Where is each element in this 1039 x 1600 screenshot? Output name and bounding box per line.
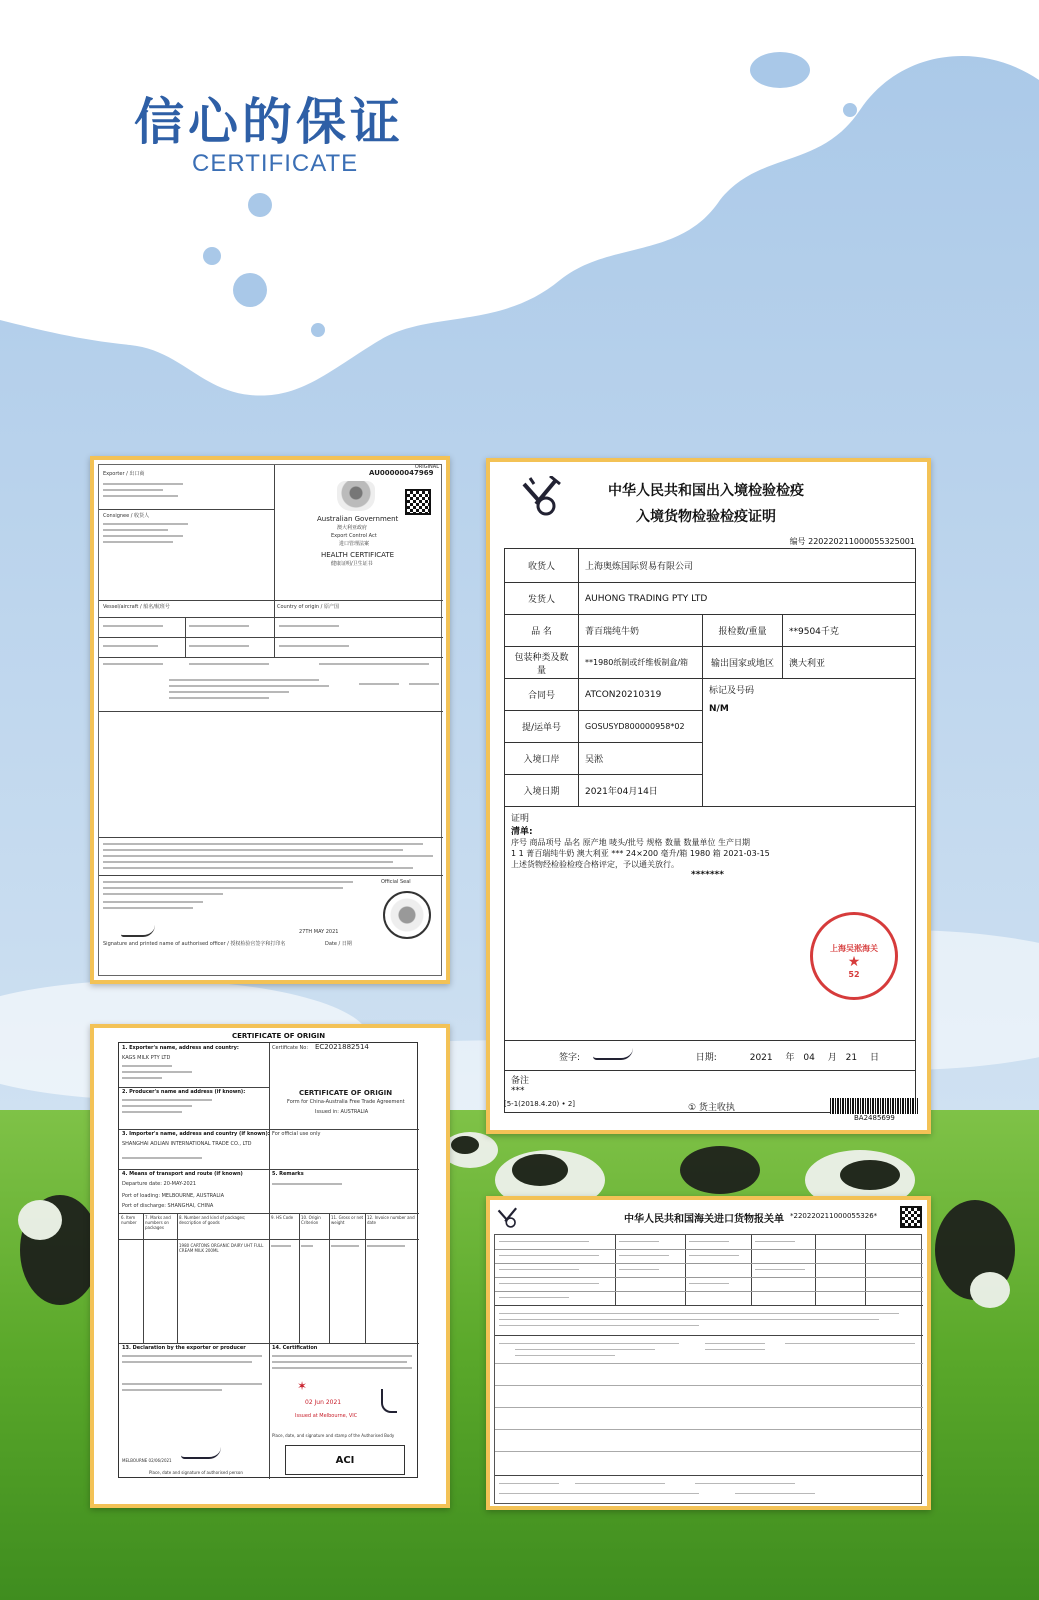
coo-remarks-label: 5. Remarks bbox=[272, 1171, 304, 1177]
coo-col-marks: 7. Marks and numbers on packages bbox=[145, 1215, 171, 1230]
customs-declaration-frame bbox=[486, 1196, 931, 1510]
origin-certificate-frame bbox=[90, 1024, 450, 1508]
officer-signature-icon bbox=[121, 925, 155, 937]
conclusion-text: 上述货物经检验检疫合格评定，予以通关放行。 bbox=[511, 860, 679, 869]
date-year-unit: 年 bbox=[785, 1053, 795, 1063]
consignee-key: 收货人 bbox=[505, 549, 579, 583]
entry-port-value: 吴淞 bbox=[579, 743, 703, 775]
government-name: Australian Government bbox=[317, 515, 399, 523]
packaging-key: 包装种类及数量 bbox=[505, 647, 579, 679]
date-month-unit: 月 bbox=[827, 1053, 837, 1063]
list-row: 1 1 菁百瑞纯牛奶 澳大利亚 *** 24×200 毫升/箱 1980 箱 2021-03-15 bbox=[511, 849, 770, 858]
coo-place-body-label: Place, date, and signature and stamp of the Authorised Body bbox=[272, 1433, 395, 1438]
coo-official-use: For official use only bbox=[272, 1131, 321, 1137]
coo-col-invoice: 12. Invoice number and date bbox=[367, 1215, 415, 1225]
aci-logo-text: ACI bbox=[335, 1455, 355, 1466]
marks-value: N/M bbox=[709, 704, 729, 714]
export-country-key: 输出国家或地区 bbox=[703, 647, 783, 679]
remark-label: 备注 bbox=[511, 1076, 530, 1086]
bill-of-lading-value: GOSUSYD800000958*02 bbox=[579, 711, 703, 743]
customs-number: *220220211000055326* bbox=[790, 1212, 878, 1220]
coo-issued-at: Issued at Melbourne, VIC bbox=[295, 1413, 358, 1419]
coo-exporter-value: KAGS MILK PTY LTD bbox=[122, 1055, 171, 1061]
health-certificate-frame bbox=[90, 456, 450, 984]
coo-col-hs: 9. HS Code bbox=[271, 1215, 294, 1220]
footer-receipt: ① 货主收执 bbox=[688, 1103, 735, 1113]
packaging-value: **1980纸制或纤维板制盒/箱 bbox=[579, 647, 703, 679]
list-header: 序号 商品项号 品名 原产地 唛头/批号 规格 数量 数量单位 生产日期 bbox=[511, 838, 751, 847]
coo-goods: 1980 CARTONS ORGANIC DAIRY UHT FULL CREAM MILK 200ML bbox=[179, 1243, 264, 1253]
coo-importer-label: 3. Importer's name, address and country (if known): bbox=[122, 1131, 270, 1137]
health-certificate bbox=[98, 464, 442, 976]
stars-line: ******* bbox=[691, 870, 724, 880]
official-seal-label: Official Seal bbox=[381, 879, 411, 885]
health-certificate-title: HEALTH CERTIFICATE bbox=[321, 551, 395, 559]
inspection-title-2: 入境货物检验检疫证明 bbox=[636, 509, 776, 525]
customs-emblem-icon bbox=[496, 1206, 522, 1228]
entry-port-key: 入境口岸 bbox=[505, 743, 579, 775]
signature-icon bbox=[593, 1048, 633, 1060]
health-certificate-date-label: Date / 日期 bbox=[325, 941, 352, 947]
aci-logo bbox=[285, 1445, 405, 1475]
coo-issued-in: Issued in: AUSTRALIA bbox=[315, 1109, 369, 1115]
coo-col-item: 6. Item number bbox=[121, 1215, 137, 1225]
export-control-act-cn: 进口管理法案 bbox=[339, 541, 370, 547]
coo-transport-label: 4. Means of transport and route (if known) bbox=[122, 1171, 243, 1177]
coo-exporter-label: 1. Exporter's name, address and country: bbox=[122, 1045, 239, 1051]
country-origin-label: Country of origin / 原产国 bbox=[277, 604, 339, 610]
consignor-key: 发货人 bbox=[505, 583, 579, 615]
inspection-number: 编号 220220211000055325001 bbox=[789, 537, 915, 546]
coo-declaration-label: 13. Declaration by the exporter or producer bbox=[122, 1345, 246, 1351]
consignee-label: Consignee / 收货人 bbox=[103, 513, 150, 519]
sign-label: 签字: bbox=[559, 1053, 581, 1063]
coo-cert-date: 02 Jun 2021 bbox=[305, 1399, 342, 1406]
date-month: 04 bbox=[803, 1053, 815, 1063]
coo-place-label: Place, date and signature of authorised person bbox=[149, 1470, 243, 1475]
coo-cert-no-value: EC2021882514 bbox=[315, 1043, 369, 1051]
export-control-act: Export Control Act bbox=[331, 533, 377, 539]
coo-certification-label: 14. Certification bbox=[272, 1345, 318, 1351]
coo-discharge: Port of discharge: SHANGHAI, CHINA bbox=[122, 1203, 214, 1209]
customs-stamp-code: 52 bbox=[848, 970, 860, 979]
exporter-signature-icon bbox=[181, 1447, 221, 1459]
coo-importer-value: SHANGHAI AOLIAN INTERNATIONAL TRADE CO., LTD bbox=[122, 1141, 252, 1147]
product-name-key: 品 名 bbox=[505, 615, 579, 647]
contract-key: 合同号 bbox=[505, 679, 579, 711]
date-label: 日期: bbox=[695, 1053, 717, 1063]
official-seal-icon bbox=[383, 891, 431, 939]
date-year: 2021 bbox=[749, 1053, 773, 1063]
certifier-signature-icon bbox=[381, 1389, 397, 1413]
entry-date-key: 入境日期 bbox=[505, 775, 579, 807]
customs-title: 中华人民共和国海关进口货物报关单 bbox=[624, 1214, 784, 1225]
consignor-value: AUHONG TRADING PTY LTD bbox=[579, 583, 916, 615]
coo-col-weight: 11. Gross or net weight bbox=[331, 1215, 364, 1225]
coo-place-exporter: MELBOURNE 02/06/2021 bbox=[122, 1458, 172, 1463]
inspection-form-table bbox=[504, 548, 916, 1113]
coo-departure: Departure date: 20-MAY-2021 bbox=[122, 1181, 197, 1187]
weight-key: 报检数/重量 bbox=[703, 615, 783, 647]
exporter-label: Exporter / 出口商 bbox=[103, 471, 145, 477]
coo-cert-no-label: Certificate No: bbox=[272, 1045, 309, 1051]
contract-value: ATCON20210319 bbox=[579, 679, 703, 711]
marks-key: 标记及号码 bbox=[709, 686, 755, 696]
customs-stamp bbox=[810, 912, 898, 1000]
date-day: 21 bbox=[845, 1053, 858, 1063]
entry-date-value: 2021年04月14日 bbox=[579, 775, 703, 807]
remark-value: *** bbox=[511, 1086, 525, 1096]
proof-label: 证明 bbox=[511, 814, 530, 824]
export-country-value: 澳大利亚 bbox=[783, 647, 916, 679]
date-day-unit: 日 bbox=[869, 1053, 879, 1063]
customs-qr-icon bbox=[900, 1206, 922, 1228]
coo-col-description: 8. Number and kind of packages; description of goods bbox=[179, 1215, 246, 1225]
consignee-value: 上海奥炼国际贸易有限公司 bbox=[579, 549, 916, 583]
coo-col-origin: 10. Origin Criterion bbox=[301, 1215, 321, 1225]
coo-heading: CERTIFICATE OF ORIGIN bbox=[232, 1032, 326, 1040]
coo-producer-label: 2. Producer's name and address (if known): bbox=[122, 1089, 246, 1095]
barcode-icon bbox=[830, 1098, 918, 1114]
original-badge: ORIGINAL bbox=[414, 464, 439, 470]
barcode-text: BA2485699 bbox=[854, 1114, 895, 1122]
health-certificate-title-cn: 健康证明/卫生证书 bbox=[331, 561, 373, 567]
ciq-emblem-icon bbox=[520, 476, 566, 516]
certificate-number: AU00000047969 bbox=[369, 469, 434, 477]
footer-code: [5-1(2018.4.20) • 2] bbox=[504, 1100, 576, 1108]
product-name-value: 菁百瑞纯牛奶 bbox=[579, 615, 703, 647]
list-label: 清单: bbox=[511, 827, 533, 837]
page-subtitle: CERTIFICATE bbox=[192, 150, 359, 177]
customs-stamp-text: 上海吴淞海关 bbox=[830, 944, 878, 953]
coo-title: CERTIFICATE OF ORIGIN bbox=[299, 1089, 393, 1097]
coo-subtitle: Form for China-Australia Free Trade Agreement bbox=[287, 1099, 405, 1105]
coo-loading: Port of loading: MELBOURNE, AUSTRALIA bbox=[122, 1193, 225, 1199]
bill-of-lading-key: 提/运单号 bbox=[505, 711, 579, 743]
qr-code-icon bbox=[405, 489, 431, 515]
vessel-label: Vessel/aircraft / 船名/航班号 bbox=[103, 604, 170, 610]
weight-value: **9504千克 bbox=[783, 615, 916, 647]
stamp-star-icon: ★ bbox=[847, 954, 861, 970]
page-title: 信心的保证 bbox=[134, 93, 404, 151]
health-certificate-date: 27TH MAY 2021 bbox=[299, 929, 339, 935]
signature-label: Signature and printed name of authorised officer / 授权检验官签字和打印名 bbox=[103, 941, 286, 947]
inspection-certificate-frame bbox=[486, 458, 931, 1134]
australian-coat-of-arms-icon bbox=[337, 481, 375, 511]
chamber-logo-icon: ✶ bbox=[297, 1379, 308, 1393]
certificate-of-origin bbox=[118, 1042, 418, 1478]
government-name-cn: 澳大利亚政府 bbox=[337, 525, 368, 531]
inspection-title-1: 中华人民共和国出入境检验检疫 bbox=[608, 483, 804, 499]
customs-declaration-table bbox=[494, 1234, 922, 1504]
